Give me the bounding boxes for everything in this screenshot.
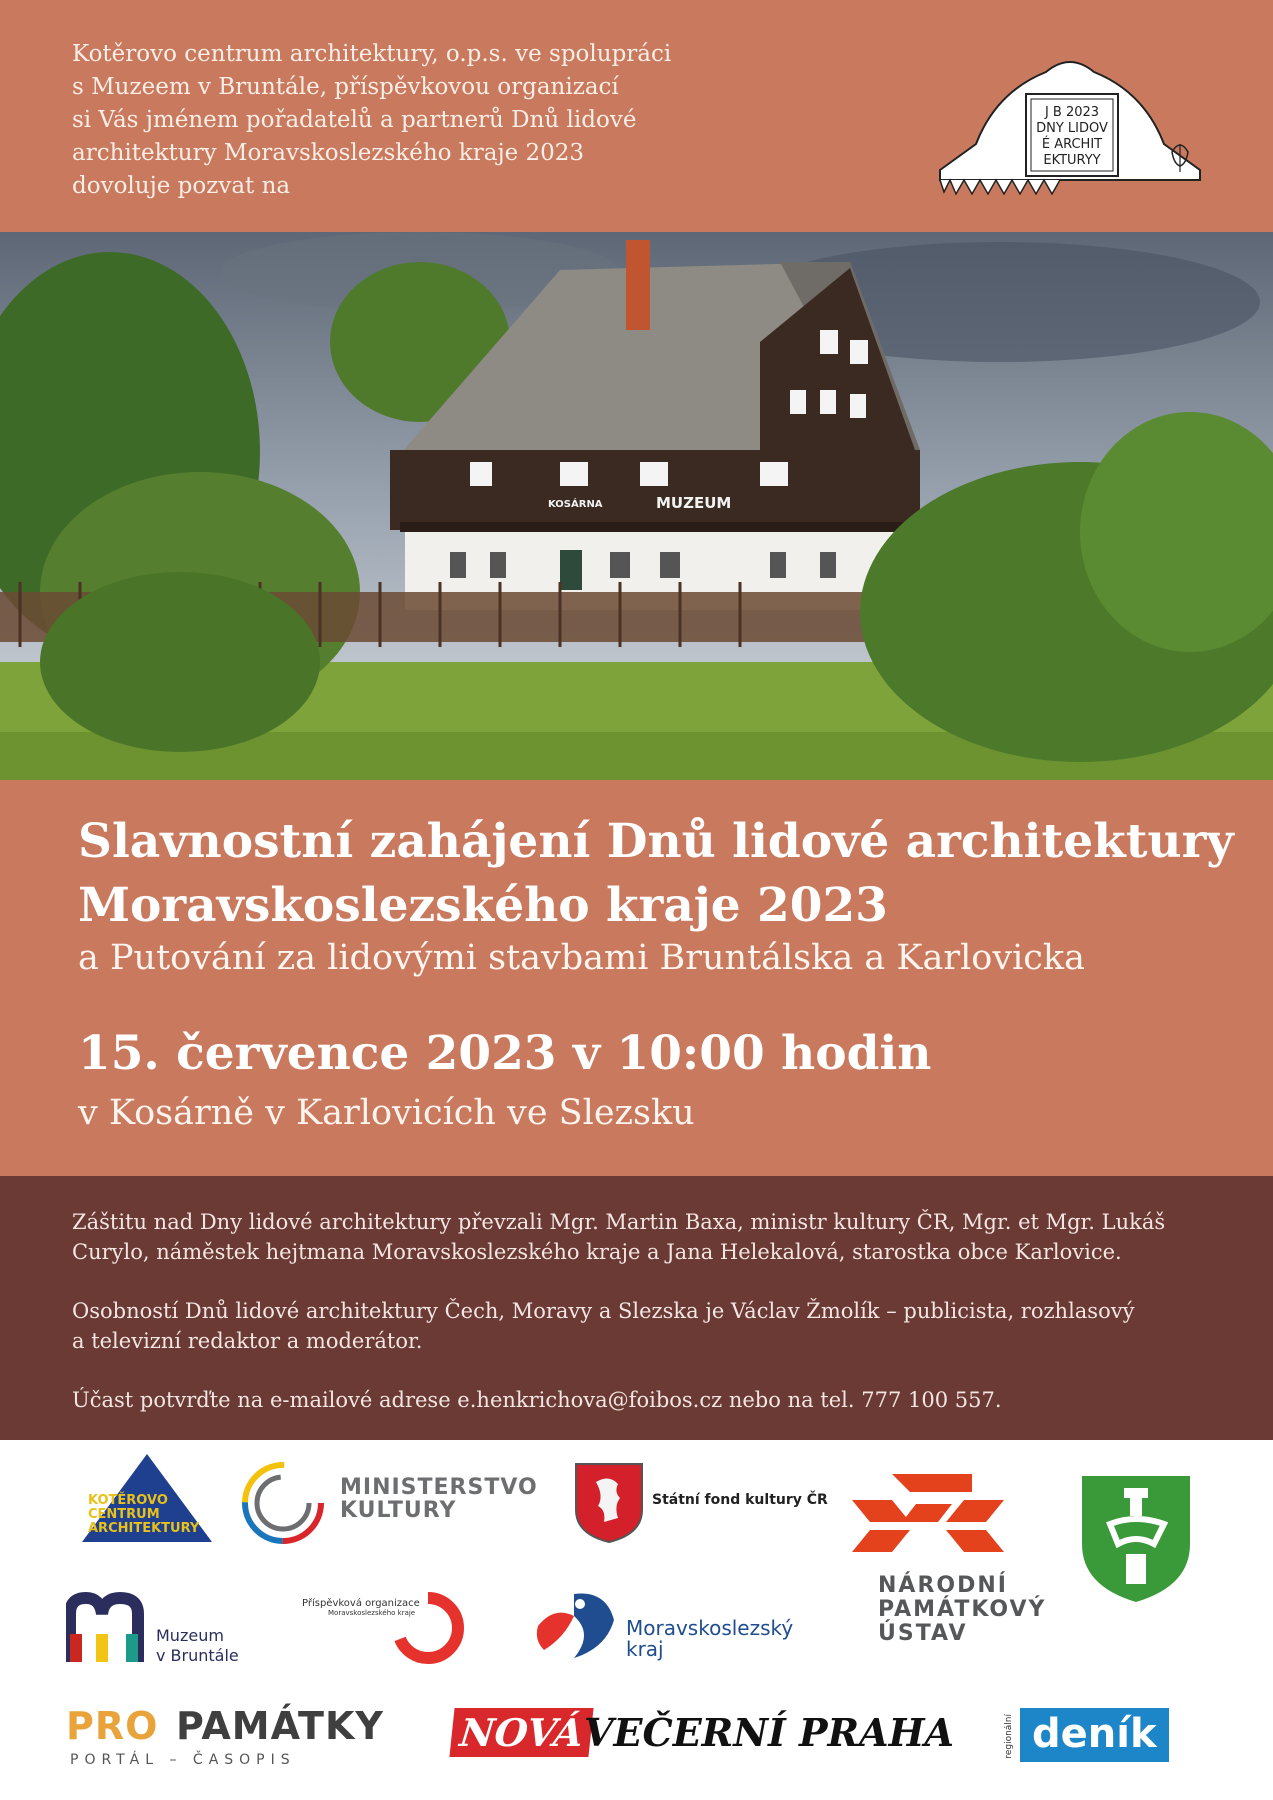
- propamatky-pamatky: PAMÁTKY: [176, 1704, 384, 1748]
- title-line-1: Slavnostní zahájení Dnů lidové architektury: [78, 814, 1234, 869]
- event-date: 15. července 2023 v 10:00 hodin: [78, 1026, 932, 1081]
- propamatky-pro: PRO: [66, 1704, 159, 1748]
- czech-lion-shield-icon: [574, 1462, 644, 1544]
- ministerstvo-kultury-logo: [240, 1460, 538, 1550]
- patronage-paragraph: [72, 1207, 1212, 1267]
- rsvp-line: Účast potvrďte na e-mailové adrese e.henkrichova@foibos.cz nebo na tel. 777 100 557.: [72, 1388, 1002, 1412]
- event-title: [78, 810, 1234, 938]
- museum-photo: [0, 232, 1273, 780]
- prispevkova-label: Příspěvková organizace: [302, 1598, 420, 1609]
- npu-line: PAMÁTKOVÝ: [878, 1597, 1047, 1622]
- narodni-pamatkovy-ustav-logo: [852, 1470, 1052, 1660]
- muzeum-v-bruntale-logo: [66, 1590, 286, 1670]
- npu-line: NÁRODNÍ: [878, 1573, 1008, 1598]
- msk-line: Moravskoslezský: [626, 1616, 794, 1640]
- denik-regionalni: regionální: [1004, 1714, 1014, 1759]
- npu-mark-icon: [852, 1470, 1012, 1566]
- muzeum-line: v Bruntále: [156, 1646, 239, 1665]
- patronage-line: Curylo, náměstek hejtmana Moravskoslezského kraje a Jana Helekalová, starostka obce Karlovice.: [72, 1240, 1122, 1264]
- koterovo-line: KOTĚROVO: [88, 1493, 168, 1508]
- logo-line: É ARCHIT: [1041, 137, 1103, 152]
- personality-line: a televizní redaktor a moderátor.: [72, 1329, 423, 1353]
- propamatky-sub: PORTÁL – ČASOPIS: [70, 1752, 296, 1768]
- orange-ring-icon: [388, 1588, 468, 1668]
- personality-paragraph: [72, 1296, 1212, 1356]
- karlovice-shield-icon: [1080, 1474, 1192, 1604]
- intro-line: si Vás jménem pořadatelů a partnerů Dnů lidové: [72, 107, 637, 133]
- regionalni-denik-logo: [1004, 1708, 1204, 1768]
- kosarna-building-illustration: [0, 232, 1273, 780]
- title-line-2: Moravskoslezského kraje 2023: [78, 878, 888, 933]
- muzeum-m-icon: [66, 1590, 146, 1666]
- prispevkova-organizace-logo: [298, 1588, 478, 1668]
- propamatky-logo: [66, 1704, 406, 1770]
- event-subtitle: a Putování za lidovými stavbami Bruntálska a Karlovicka: [78, 938, 1085, 978]
- intro-line: dovoluje pozvat na: [72, 173, 291, 199]
- info-text: [72, 1207, 1212, 1444]
- ministry-ring-icon: [240, 1460, 326, 1546]
- intro-line: architektury Moravskoslezského kraje 2023: [72, 140, 585, 166]
- msk-swoosh-icon: [534, 1586, 620, 1666]
- npu-line: ÚSTAV: [878, 1621, 968, 1646]
- intro-line: s Muzeem v Bruntále, příspěvkovou organizací: [72, 74, 619, 100]
- prispevkova-sublabel: Moravskoslezského kraje: [328, 1609, 416, 1617]
- muzeum-line: Muzeum: [156, 1626, 224, 1645]
- koterovo-line: ARCHITEKTURY: [88, 1521, 200, 1536]
- nova-vecerni-praha-logo: [452, 1708, 954, 1768]
- event-venue: v Kosárně v Karlovicích ve Slezsku: [78, 1093, 695, 1133]
- logo-line: J B 2023: [1044, 105, 1100, 120]
- dny-lidove-architektury-logo: [936, 52, 1204, 208]
- nvp-nova: NOVÁ: [449, 1708, 593, 1757]
- intro-line: Kotěrovo centrum architektury, o.p.s. ve spolupráci: [72, 41, 672, 67]
- statni-fond-kultury-logo: [574, 1462, 828, 1542]
- denik-wordmark: deník: [1020, 1708, 1169, 1762]
- logo-line: DNY LIDOV: [1036, 121, 1108, 136]
- statni-fond-label: Státní fond kultury ČR: [652, 1492, 828, 1508]
- msk-line: kraj: [626, 1637, 664, 1661]
- invitation-text: [72, 38, 712, 203]
- koterovo-line: CENTRUM: [88, 1507, 160, 1522]
- sign-muzeum: MUZEUM: [656, 494, 732, 512]
- rsvp-paragraph: [72, 1385, 1212, 1415]
- patronage-line: Záštitu nad Dny lidové architektury převzali Mgr. Martin Baxa, ministr kultury ČR, Mgr. et Mgr. Lukáš: [72, 1210, 1166, 1234]
- personality-line: Osobností Dnů lidové architektury Čech, Moravy a Slezska je Václav Žmolík – publicista, rozhlasový: [72, 1299, 1135, 1323]
- sign-kosarna: KOSÁRNA: [548, 499, 603, 510]
- moravskoslezsky-kraj-logo: [534, 1586, 814, 1670]
- karlovice-coat-of-arms: [1080, 1474, 1192, 1604]
- ministerstvo-line: MINISTERSTVO: [340, 1475, 538, 1500]
- koterovo-centrum-logo: [82, 1454, 212, 1544]
- nvp-vecerni-praha: VEČERNÍ PRAHA: [584, 1710, 954, 1755]
- ministerstvo-line: KULTURY: [340, 1498, 457, 1523]
- logo-line: EKTURYY: [1043, 153, 1101, 168]
